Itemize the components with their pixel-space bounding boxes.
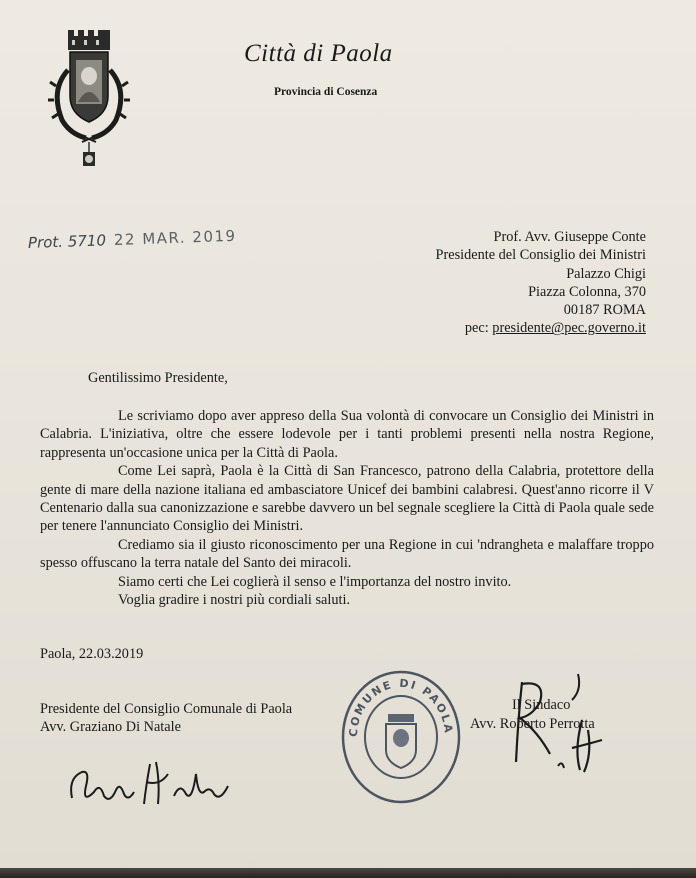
seal-text: COMUNE DI PAOLA bbox=[346, 676, 456, 738]
recipient-block bbox=[436, 228, 646, 338]
recipient-pec bbox=[436, 319, 646, 337]
recipient-line: Piazza Colonna, 370 bbox=[528, 283, 646, 300]
right-signatory-name: Avv. Roberto Perrotta bbox=[470, 716, 595, 732]
left-signature-icon bbox=[64, 752, 232, 814]
place-date: Paola, 22.03.2019 bbox=[40, 646, 144, 662]
recipient-line: Prof. Avv. Giuseppe Conte bbox=[493, 229, 646, 245]
body-paragraph: Le scriviamo dopo aver appreso della Sua volontà di convocare un Consiglio dei Ministri in Calabria. L'iniziativa, oltre che essere lodevole per i tanti problemi presenti nella nostra Regione, rappresenta un'occasione unica per la Città di Paola. bbox=[40, 408, 654, 461]
recipient-line: Presidente del Consiglio dei Ministri bbox=[435, 247, 646, 264]
body-paragraph: Come Lei saprà, Paola è la Città di San Francesco, patrono della Calabria, protettore della gente di mare della nazione italiana ed ambasciatore Unicef dei bambini calabresi. Quest'anno ricorre il V Centenario dalla sua canonizzazione e sarebbe davvero un bel segnale scegliere la Città di Paola quale sede per tenere l'annunciato Consiglio dei Ministri. bbox=[40, 463, 654, 535]
municipal-seal-icon bbox=[340, 668, 462, 806]
right-signatory-role: Il Sindaco bbox=[512, 697, 571, 713]
city-crest-icon bbox=[48, 30, 130, 180]
recipient-line: 00187 ROMA bbox=[563, 302, 646, 319]
body-paragraph: Voglia gradire i nostri più cordiali saluti. bbox=[118, 592, 351, 609]
svg-text:COMUNE DI PAOLA bbox=[347, 677, 455, 738]
body-paragraph: Siamo certi che Lei coglierà il senso e l'importanza del nostro invito. bbox=[118, 573, 512, 590]
protocol-stamp bbox=[28, 227, 237, 252]
left-signatory-role: Presidente del Consiglio Comunale di Paola bbox=[40, 701, 293, 717]
greeting: Gentilissimo Presidente, bbox=[88, 370, 228, 386]
recipient-line: Palazzo Chigi bbox=[566, 265, 646, 282]
protocol-number: Prot. 5710 bbox=[27, 231, 107, 252]
desk-edge bbox=[0, 868, 696, 878]
protocol-date: 22 MAR. 2019 bbox=[113, 226, 237, 249]
city-title: Città di Paola bbox=[244, 40, 393, 67]
province-subtitle: Provincia di Cosenza bbox=[274, 86, 378, 98]
body-paragraph: Crediamo sia il giusto riconoscimento per una Regione in cui 'ndrangheta e malaffare troppo spesso offuscano la terra natale del Santo dei miracoli. bbox=[40, 536, 654, 572]
left-signatory bbox=[40, 700, 292, 737]
pec-email-link[interactable]: presidente@pec.governo.it bbox=[492, 320, 646, 337]
left-signatory-name: Avv. Graziano Di Natale bbox=[40, 719, 181, 736]
pec-label: pec: bbox=[464, 320, 489, 337]
letter-body bbox=[40, 407, 654, 609]
right-signature-icon bbox=[492, 670, 610, 794]
